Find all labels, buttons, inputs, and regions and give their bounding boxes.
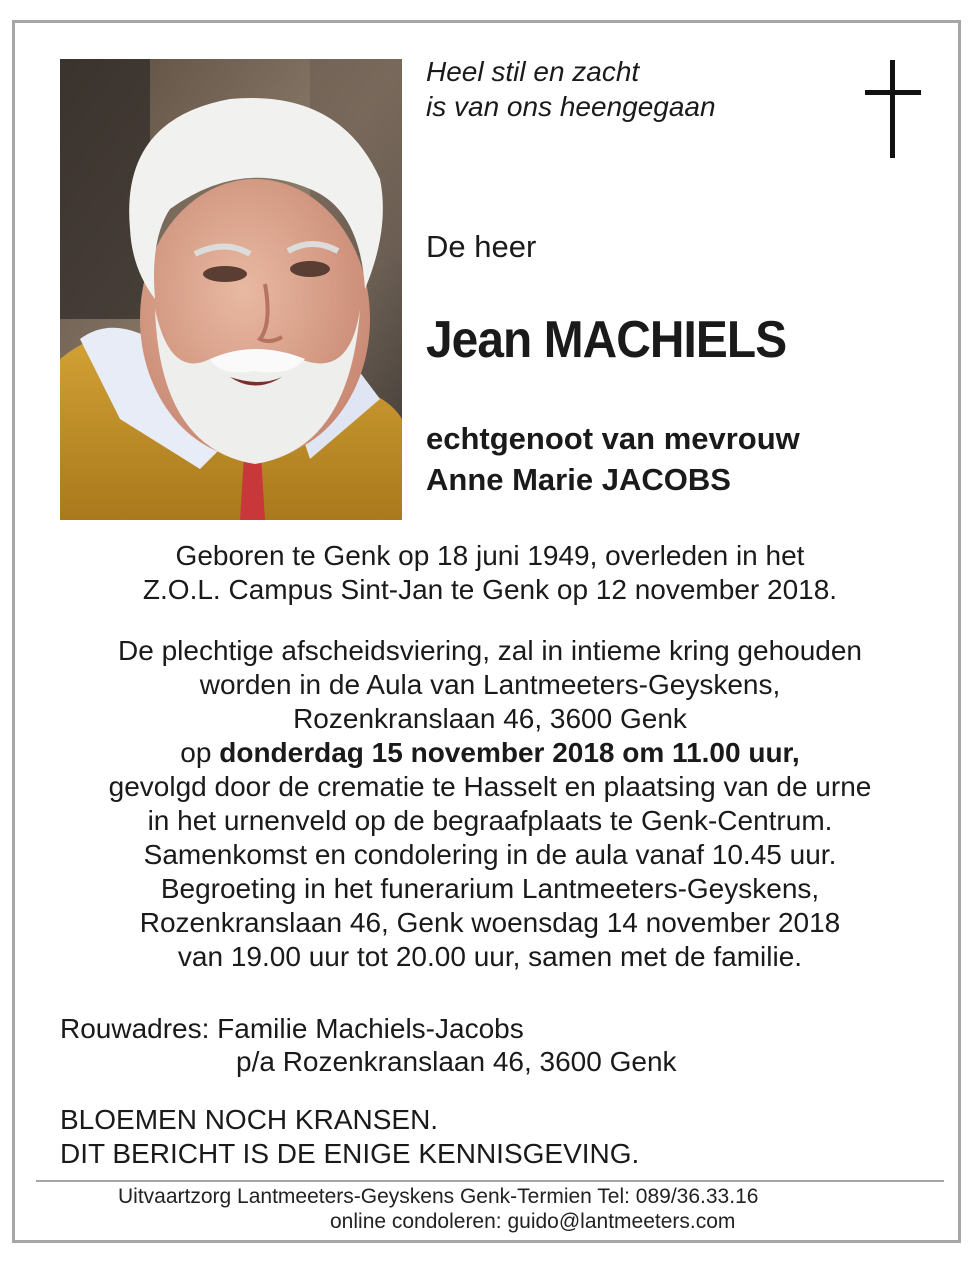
ceremony-line-2: worden in de Aula van Lantmeeters-Geyskens, <box>199 669 781 700</box>
notice-statement <box>60 1103 639 1171</box>
footer-divider <box>36 1180 944 1182</box>
notice-line-1: BLOEMEN NOCH KRANSEN. <box>60 1104 439 1135</box>
spouse-line-2: Anne Marie JACOBS <box>426 462 731 497</box>
ceremony-date-line <box>40 736 940 770</box>
ceremony-line-3: Rozenkranslaan 46, 3600 Genk <box>293 703 687 734</box>
birth-line-2: Z.O.L. Campus Sint-Jan te Genk op 12 november 2018. <box>142 574 838 605</box>
birth-death-info <box>40 539 940 607</box>
ceremony-line-9: Rozenkranslaan 46, Genk woensdag 14 november 2018 <box>139 907 841 938</box>
ceremony-line-6: in het urnenveld op de begraafplaats te Genk-Centrum. <box>147 805 833 836</box>
portrait-photo <box>60 59 402 520</box>
intro-line-1: Heel stil en zacht <box>426 56 640 87</box>
mourning-address: Rouwadres: Familie Machiels-Jacobs <box>60 1013 524 1044</box>
ceremony-info <box>40 634 940 974</box>
intro-text <box>426 54 716 124</box>
spouse-line-1: echtgenoot van mevrouw <box>426 421 800 456</box>
mourning-address-street: p/a Rozenkranslaan 46, 3600 Genk <box>236 1046 677 1077</box>
spouse-info <box>426 418 800 500</box>
ceremony-line-1: De plechtige afscheidsviering, zal in intieme kring gehouden <box>118 635 862 666</box>
online-condolence: online condoleren: guido@lantmeeters.com <box>330 1210 736 1233</box>
deceased-name: Jean MACHIELS <box>426 311 787 369</box>
funeral-home-info: Uitvaartzorg Lantmeeters-Geyskens Genk-Termien Tel: 089/36.33.16 <box>118 1185 759 1208</box>
cross-icon <box>862 60 924 165</box>
ceremony-line-8: Begroeting in het funerarium Lantmeeters-Geyskens, <box>160 873 820 904</box>
title-prefix: De heer <box>426 229 537 264</box>
notice-line-2: DIT BERICHT IS DE ENIGE KENNISGEVING. <box>60 1138 640 1169</box>
ceremony-line-10: van 19.00 uur tot 20.00 uur, samen met de familie. <box>177 941 803 972</box>
birth-line-1: Geboren te Genk op 18 juni 1949, overleden in het <box>175 540 805 571</box>
ceremony-line-5: gevolgd door de crematie te Hasselt en plaatsing van de urne <box>108 771 872 802</box>
ceremony-date: donderdag 15 november 2018 om 11.00 uur, <box>219 737 800 768</box>
ceremony-line-7: Samenkomst en condolering in de aula vanaf 10.45 uur. <box>143 839 837 870</box>
ceremony-date-prefix: op <box>180 737 220 768</box>
intro-line-2: is van ons heengegaan <box>426 91 716 122</box>
